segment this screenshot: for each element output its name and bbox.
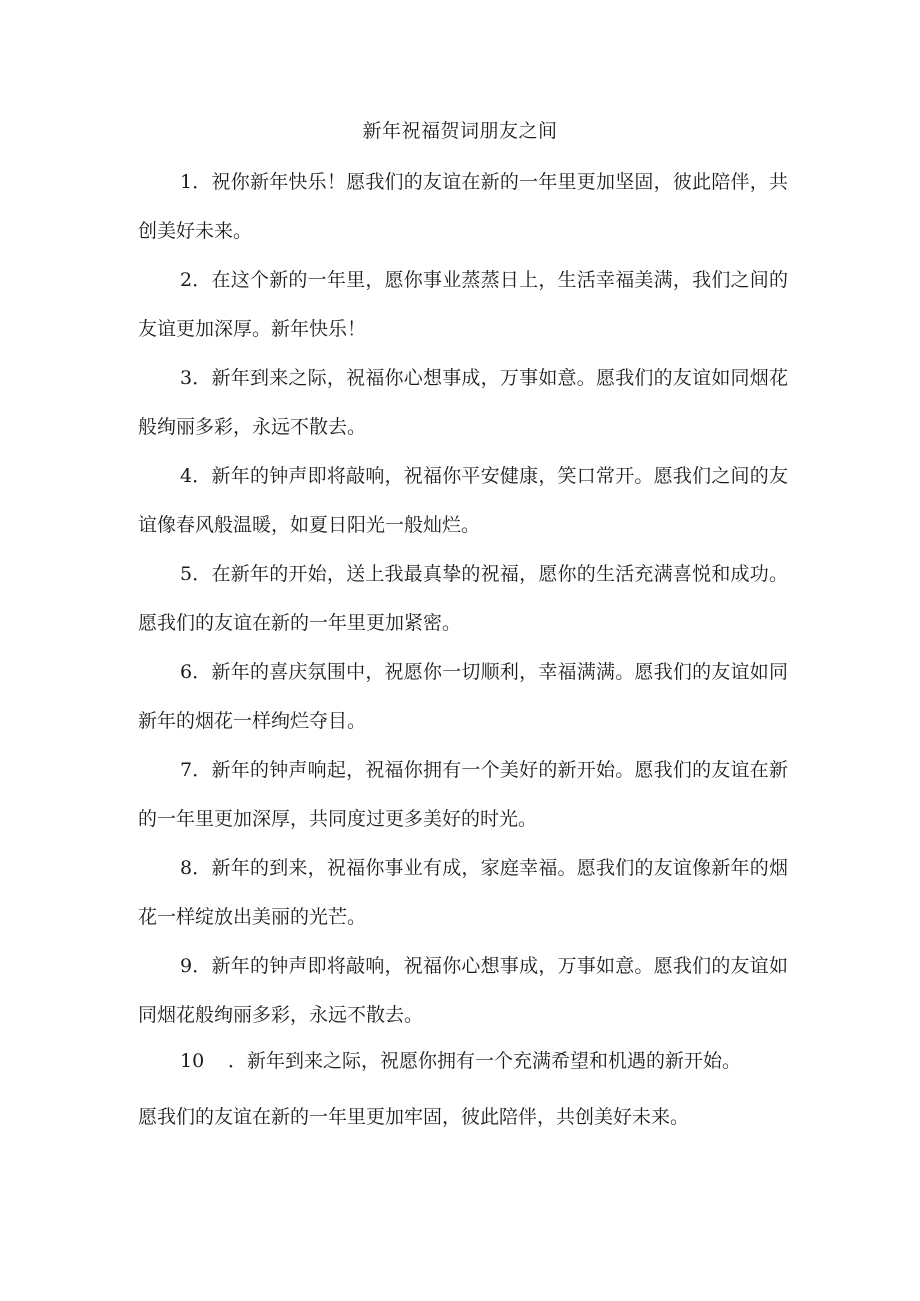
- greeting-paragraph-1: 1．祝你新年快乐！愿我们的友谊在新的一年里更加坚固，彼此陪伴，共创美好未来。: [138, 171, 788, 242]
- greeting-paragraph-10-line-2: 愿我们的友谊在新的一年里更加牢固，彼此陪伴，共创美好未来。: [138, 1106, 690, 1128]
- greeting-paragraph-8: 8．新年的到来，祝福你事业有成，家庭幸福。愿我们的友谊像新年的烟花一样绽放出美丽的光芒。: [138, 857, 788, 928]
- greeting-paragraph-2: 2．在这个新的一年里，愿你事业蒸蒸日上，生活幸福美满，我们之间的友谊更加深厚。新年快乐！: [138, 269, 788, 340]
- greeting-paragraph-5: 5．在新年的开始，送上我最真挚的祝福，愿你的生活充满喜悦和成功。愿我们的友谊在新的一年里更加紧密。: [138, 563, 788, 634]
- document-title: 新年祝福贺词朋友之间: [362, 120, 558, 142]
- greeting-paragraph-10-text-1: ．新年到来之际，祝愿你拥有一个充满希望和机遇的新开始。: [228, 1050, 742, 1072]
- greeting-paragraph-9: 9．新年的钟声即将敲响，祝福你心想事成，万事如意。愿我们的友谊如同烟花般绚丽多彩，永远不散去。: [138, 955, 788, 1026]
- greeting-paragraph-4: 4．新年的钟声即将敲响，祝福你平安健康，笑口常开。愿我们之间的友谊像春风般温暖，如夏日阳光一般灿烂。: [138, 465, 788, 536]
- greeting-paragraph-7: 7．新年的钟声响起，祝福你拥有一个美好的新开始。愿我们的友谊在新的一年里更加深厚，共同度过更多美好的时光。: [138, 759, 788, 830]
- greeting-paragraph-6: 6．新年的喜庆氛围中，祝愿你一切顺利，幸福满满。愿我们的友谊如同新年的烟花一样绚烂夺目。: [138, 661, 788, 732]
- greeting-number-10: 10: [180, 1050, 205, 1072]
- greeting-paragraph-10-line-1: [180, 1041, 741, 1081]
- greeting-paragraph-3: 3．新年到来之际，祝福你心想事成，万事如意。愿我们的友谊如同烟花般绚丽多彩，永远不散去。: [138, 367, 788, 438]
